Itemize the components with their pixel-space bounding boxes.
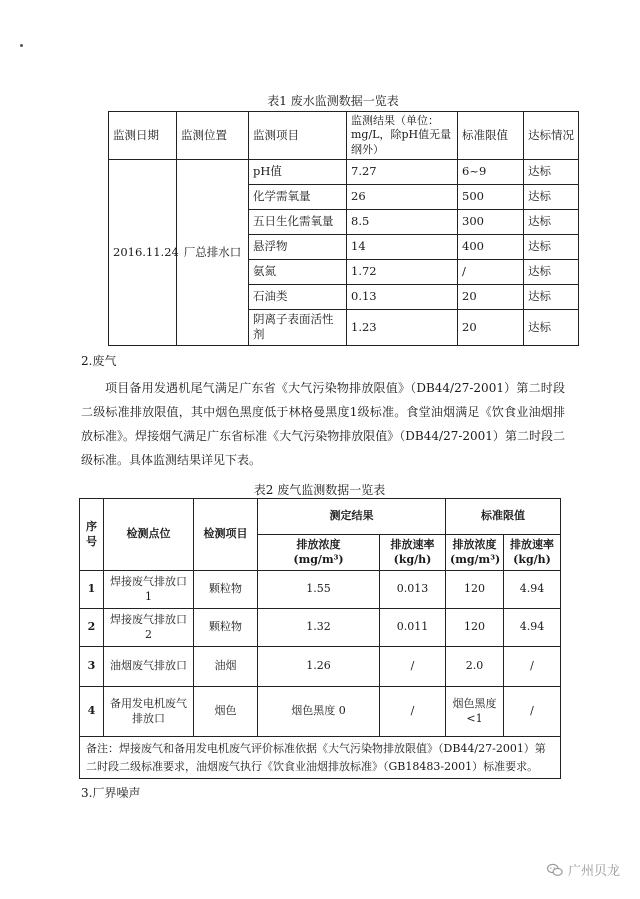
status-cell: 达标: [524, 284, 579, 309]
std-conc-cell: 2.0: [446, 647, 504, 687]
item-cell: 阴离子表面活性剂: [249, 309, 347, 345]
header-unit: (mg/m³): [293, 552, 344, 566]
item-cell: 油烟: [194, 647, 258, 687]
section-heading-noise: 3.厂界噪声: [81, 786, 141, 800]
std-rate-cell: /: [504, 647, 561, 687]
item-cell: 颗粒物: [194, 609, 258, 647]
header-cell: [380, 535, 446, 571]
item-cell: 五日生化需氧量: [249, 209, 347, 234]
header-label: 排放速率: [390, 537, 435, 551]
point-cell: 焊接废气排放口1: [104, 571, 194, 609]
conc-cell: 1.32: [258, 609, 380, 647]
item-cell: 石油类: [249, 284, 347, 309]
result-cell: 26: [347, 184, 458, 209]
item-cell: 氨氮: [249, 259, 347, 284]
point-cell: 焊接废气排放口2: [104, 609, 194, 647]
table-row: [80, 687, 561, 737]
seq-cell: 2: [80, 609, 104, 647]
seq-cell: 1: [80, 571, 104, 609]
header-cell: 测定结果: [258, 499, 446, 535]
table-row: [109, 159, 579, 184]
watermark: [546, 860, 620, 879]
status-cell: 达标: [524, 309, 579, 345]
limit-cell: /: [458, 259, 524, 284]
table-note: 备注：焊接废气和备用发电机废气评价标准依据《大气污染物排放限值》（DB44/27-2001）第二时段二级标准要求，油烟废气执行《饮食业油烟排放标准》（GB18483-2001）标准要求。: [80, 737, 561, 779]
std-rate-cell: 4.94: [504, 571, 561, 609]
conc-cell: 烟色黑度 0: [258, 687, 380, 737]
item-cell: 悬浮物: [249, 234, 347, 259]
header-cell: 达标情况: [524, 112, 579, 160]
table-row: [80, 609, 561, 647]
result-cell: 0.13: [347, 284, 458, 309]
header-label: 排放浓度: [296, 537, 341, 551]
limit-cell: 20: [458, 284, 524, 309]
header-unit: (kg/h): [513, 552, 551, 566]
result-cell: 1.72: [347, 259, 458, 284]
exhaust-paragraph: 项目备用发遇机尾气满足广东省《大气污染物排放限值》（DB44/27-2001）第二时段二级标准排放限值，其中烟色黑度低于林格曼黑度1级标准。食堂油烟满足《饮食业油烟排放标准》。焊接烟气满足广东省标准《大气污染物排放限值》（DB44/27-2001）第二时段二级标准。具体监测结果详见下表。: [81, 381, 565, 467]
header-label: 排放速率: [510, 537, 554, 551]
header-cell: 检测点位: [104, 499, 194, 571]
header-cell: 标准限值: [458, 112, 524, 160]
header-cell: [446, 535, 504, 571]
header-cell: 检测项目: [194, 499, 258, 571]
std-rate-cell: /: [504, 687, 561, 737]
limit-cell: 300: [458, 209, 524, 234]
point-cell: 油烟废气排放口: [104, 647, 194, 687]
header-cell: [504, 535, 561, 571]
status-cell: 达标: [524, 184, 579, 209]
header-unit: (kg/h): [393, 552, 432, 566]
header-label: 排放浓度: [452, 537, 497, 551]
header-cell: 序号: [80, 499, 104, 571]
header-unit: (mg/m³): [450, 552, 501, 566]
status-cell: 达标: [524, 159, 579, 184]
limit-cell: 6~9: [458, 159, 524, 184]
status-cell: 达标: [524, 234, 579, 259]
limit-cell: 400: [458, 234, 524, 259]
table-row: [80, 647, 561, 687]
wechat-icon: [546, 861, 564, 879]
header-cell: 标准限值: [446, 499, 561, 535]
item-cell: 化学需氧量: [249, 184, 347, 209]
rate-cell: 0.013: [380, 571, 446, 609]
wastewater-table: [108, 111, 579, 346]
item-cell: 烟色: [194, 687, 258, 737]
limit-cell: 20: [458, 309, 524, 345]
header-cell: [258, 535, 380, 571]
std-conc-cell: 烟色黑度<1: [446, 687, 504, 737]
scan-dot: [20, 44, 23, 47]
table2-caption: 表2 废气监测数据一览表: [253, 483, 386, 497]
limit-cell: 500: [458, 184, 524, 209]
watermark-text: 广州贝龙: [567, 864, 620, 879]
item-cell: pH值: [249, 159, 347, 184]
header-cell: 监测位置: [177, 112, 249, 160]
table1-caption: 表1 废水监测数据一览表: [267, 94, 399, 108]
date-cell: 2016.11.24: [109, 159, 177, 345]
std-conc-cell: 120: [446, 571, 504, 609]
table-header-row: [80, 499, 561, 535]
std-rate-cell: 4.94: [504, 609, 561, 647]
header-cell: 监测日期: [109, 112, 177, 160]
section-heading-exhaust: 2.废气: [81, 354, 117, 368]
status-cell: 达标: [524, 259, 579, 284]
location-cell: 厂总排水口: [177, 159, 249, 345]
exhaust-table: [79, 498, 561, 779]
item-cell: 颗粒物: [194, 571, 258, 609]
result-cell: 8.5: [347, 209, 458, 234]
table-note-row: [80, 737, 561, 779]
conc-cell: 1.55: [258, 571, 380, 609]
conc-cell: 1.26: [258, 647, 380, 687]
result-cell: 14: [347, 234, 458, 259]
table-header-row: [109, 112, 579, 160]
rate-cell: 0.011: [380, 609, 446, 647]
result-cell: 1.23: [347, 309, 458, 345]
header-cell: 监测结果（单位：mg/L，除pH值无量纲外）: [347, 112, 458, 160]
std-conc-cell: 120: [446, 609, 504, 647]
header-cell: 监测项目: [249, 112, 347, 160]
rate-cell: /: [380, 687, 446, 737]
seq-cell: 4: [80, 687, 104, 737]
point-cell: 备用发电机废气排放口: [104, 687, 194, 737]
seq-cell: 3: [80, 647, 104, 687]
table-row: [80, 571, 561, 609]
status-cell: 达标: [524, 209, 579, 234]
result-cell: 7.27: [347, 159, 458, 184]
rate-cell: /: [380, 647, 446, 687]
